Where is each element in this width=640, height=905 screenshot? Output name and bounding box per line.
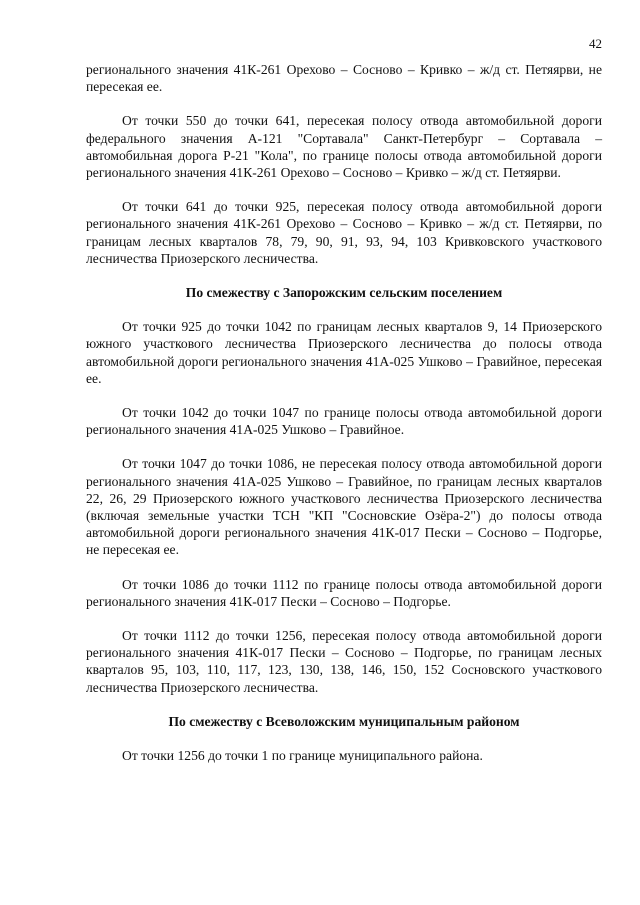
paragraph-6: От точки 1047 до точки 1086, не пересекая полосу отвода автомобильной дороги регионального значения 41А-025 Ушково – Гравийное, по границам лесных кварталов 22, 26, 29 Приозерского южного участкового лесничества Приозерского лесничества (включая земельные участки ТСН "КП "Сосновские Озёра-2") до полосы отвода автомобильной дороги регионального значения 41К-017 Пески – Сосново – Подгорье, не пересекая ее. <box>86 456 602 558</box>
paragraph-spacer <box>86 95 602 112</box>
paragraph-spacer <box>86 610 602 627</box>
paragraph-2: От точки 550 до точки 641, пересекая полосу отвода автомобильной дороги федерального значения А-121 "Сортавала" Санкт-Петербург – Сортавала – автомобильная дорога Р-21 "Кола", по границе полосы отвода автомобильной дороги регионального значения 41К-261 Орехово – Сосново – Кривко – ж/д ст. Петяярви. <box>86 113 602 181</box>
page-number: 42 <box>589 36 602 51</box>
paragraph-1: регионального значения 41К-261 Орехово – Сосново – Кривко – ж/д ст. Петяярви, не пересекая ее. <box>86 62 602 95</box>
paragraph-8: От точки 1112 до точки 1256, пересекая полосу отвода автомобильной дороги регионального значения 41К-017 Пески – Сосново – Подгорье, по границам лесных кварталов 95, 103, 110, 117, 123, 130, 138, 146, 150, 152 Сосновского участкового лесничества Приозерского лесничества. <box>86 628 602 695</box>
paragraph-spacer <box>86 267 602 284</box>
paragraph-spacer <box>86 438 602 455</box>
paragraph-spacer <box>86 387 602 404</box>
document-body <box>86 61 602 764</box>
paragraph-4: От точки 925 до точки 1042 по границам лесных кварталов 9, 14 Приозерского южного участкового лесничества Приозерского лесничества до полосы отвода автомобильной дороги регионального значения 41А-025 Ушково – Гравийное, пересекая ее. <box>86 319 602 386</box>
paragraph-spacer <box>86 696 602 713</box>
paragraph-9: От точки 1256 до точки 1 по границе муниципального района. <box>122 748 483 764</box>
paragraph-7: От точки 1086 до точки 1112 по границе полосы отвода автомобильной дороги регионального значения 41К-017 Пески – Сосново – Подгорье. <box>86 576 602 609</box>
paragraph-spacer <box>86 301 602 318</box>
section-heading-vsevolozhsky: По смежеству с Всеволожским муниципальным районом <box>168 713 520 729</box>
paragraph-spacer <box>86 559 602 576</box>
section-heading-zaporozhskoe: По смежеству с Запорожским сельским поселением <box>185 285 503 301</box>
paragraph-spacer <box>86 181 602 198</box>
paragraph-5: От точки 1042 до точки 1047 по границе полосы отвода автомобильной дороги регионального значения 41А-025 Ушково – Гравийное. <box>86 405 602 438</box>
paragraph-3: От точки 641 до точки 925, пересекая полосу отвода автомобильной дороги регионального значения 41К-261 Орехово – Сосново – Кривко – ж/д ст. Петяярви, по границам лесных кварталов 78, 79, 90, 91, 93, 94, 103 Кривковского участкового лесничества Приозерского лесничества. <box>86 199 602 266</box>
paragraph-spacer <box>86 730 602 747</box>
